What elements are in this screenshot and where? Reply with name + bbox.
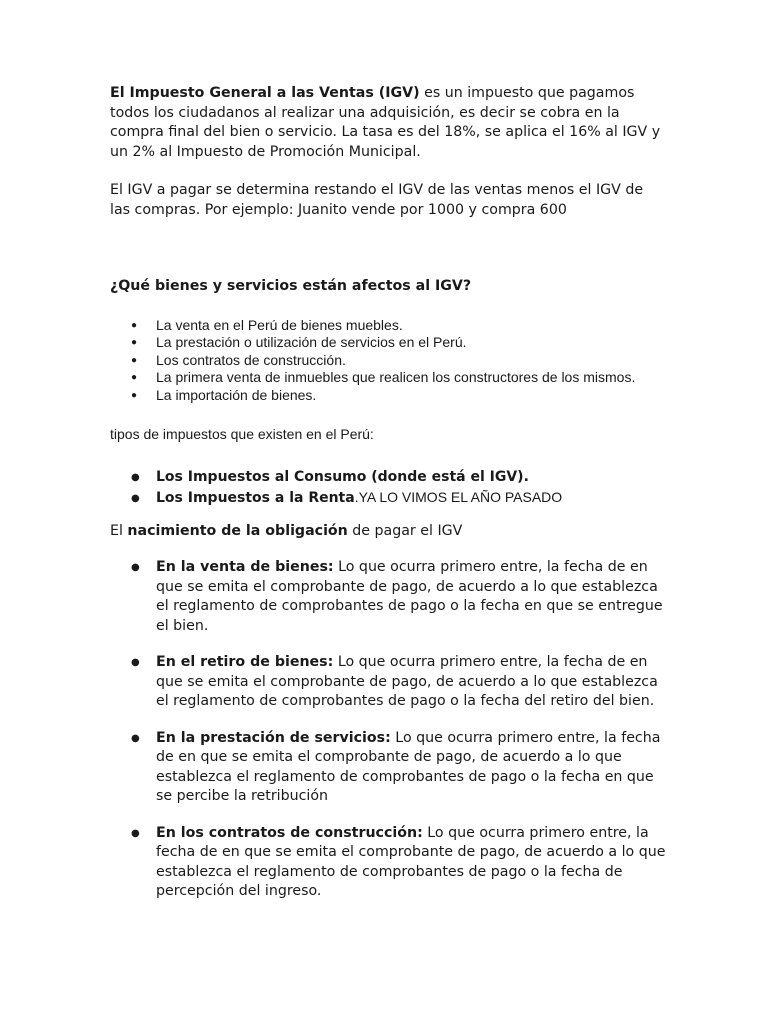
list-item: ● La venta en el Perú de bienes muebles. [131,316,403,333]
igv-definition-text: es un impuesto que pagamos todos los ciudadanos al realizar una adquisición, es decir se cobra en la compra final del bien o servicio. La tasa es del 18%, se aplica el 16% al IGV y un 2% al Impuesto de Promoción Municipal. [110,85,661,160]
bullet-icon: ● [131,492,140,504]
affected-goods-list [110,317,666,405]
document-page [110,84,666,919]
obligation-list [110,558,666,902]
bullet-icon: ● [131,732,140,744]
list-item: ● En la prestación de servicios: Lo que ocurra primero entre, la fecha de en que se emita el comprobante de pago, de acuerdo a lo que establezca el reglamento de comprobantes de pago o la fecha en que se percibe la retribución [131,729,661,804]
affected-goods-heading: ¿Qué bienes y servicios están afectos al IGV? [110,278,472,294]
list-item: ● Los Impuestos al Consumo (donde está el IGV). [156,467,666,488]
obligation-paragraph: El nacimiento de la obligación de pagar el IGV [110,522,463,539]
bullet-icon: ● [131,657,140,668]
tax-types-intro: tipos de impuestos que existen en el Perú: [110,426,374,442]
list-item: ● Los Impuestos a la Renta.YA LO VIMOS EL AÑO PASADO [156,488,666,509]
bullet-icon: ● [131,827,140,839]
list-item: ● En el retiro de bienes: Lo que ocurra primero entre, la fecha de en que se emita el comprobante de pago, de acuerdo a lo que establezca el reglamento de comprobantes de pago o la fecha del retiro del bien. [131,654,658,709]
bullet-icon: ● [131,319,138,331]
calculation-paragraph: El IGV a pagar se determina restando el IGV de las ventas menos el IGV de las compras. Por ejemplo: Juanito vende por 1000 y compra 600 [110,182,644,218]
intro-paragraph [110,84,666,162]
igv-definition-term: El Impuesto General a las Ventas (IGV) [110,85,420,101]
list-item: ● La primera venta de inmuebles que realicen los constructores de los mismos. [131,369,636,385]
tax-types-list [110,467,666,509]
bullet-icon: ● [131,354,138,366]
list-item: ● En los contratos de construcción: Lo que ocurra primero entre, la fecha de en que se emita el comprobante de pago, de acuerdo a lo que establezca el reglamento de comprobantes de pago o la fecha de percepción del ingreso. [131,824,666,899]
list-item: ● En la venta de bienes: Lo que ocurra primero entre, la fecha de en que se emita el comprobante de pago, de acuerdo a lo que establezca el reglamento de comprobantes de pago o la fecha en que se entregue el bien. [131,559,663,634]
bullet-icon: ● [131,372,138,383]
bullet-icon: ● [131,389,138,401]
list-item: ● La prestación o utilización de servicios en el Perú. [131,334,467,350]
list-item: ● Los contratos de construcción. [131,351,346,368]
bullet-icon: ● [131,562,140,573]
bullet-icon: ● [131,337,138,348]
bullet-icon: ● [131,471,140,483]
list-item: ● La importación de bienes. [131,386,317,403]
